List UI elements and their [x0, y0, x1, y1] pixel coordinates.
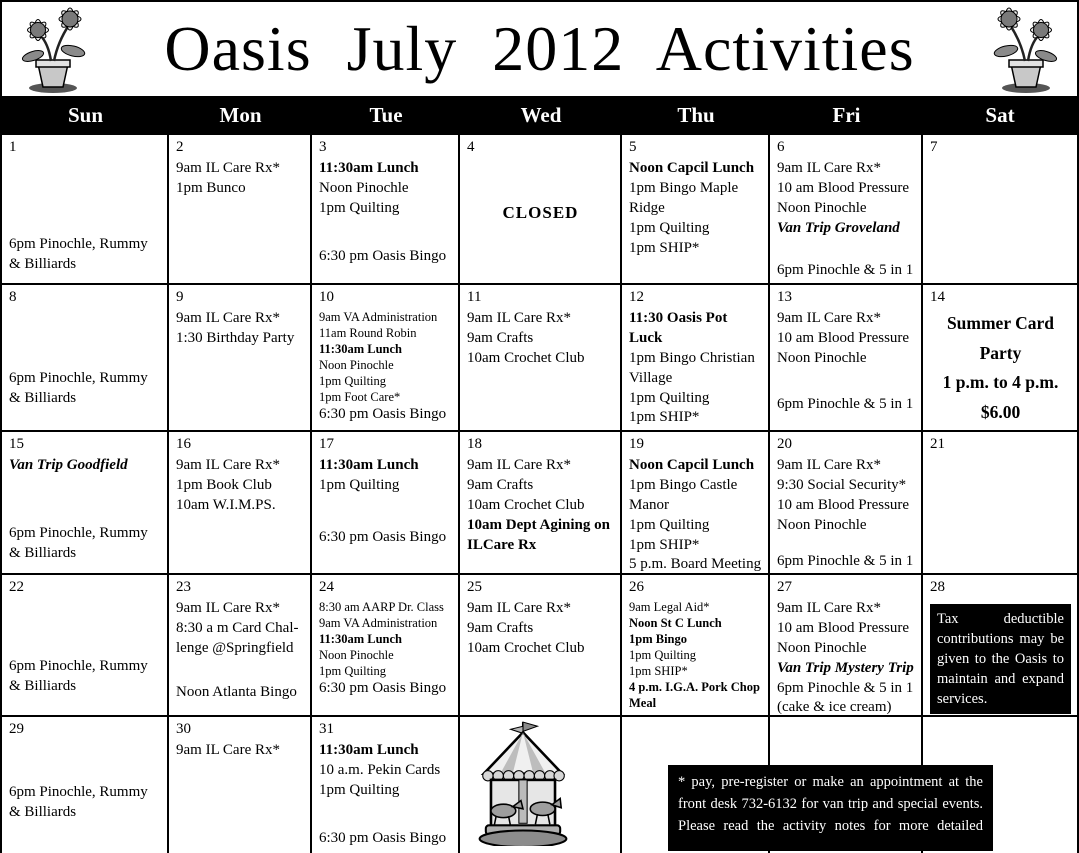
- day-cell-9: [169, 285, 312, 432]
- weekday-fri: Fri: [832, 103, 861, 127]
- event-line: 8:30 am AARP Dr. Class: [319, 599, 444, 614]
- day-cell-4: [460, 135, 622, 285]
- event-line: Van Trip Groveland: [777, 219, 900, 236]
- event-line: 1pm SHIP*: [629, 663, 688, 678]
- event-line: 9am VA Administration: [319, 309, 438, 324]
- event-line: Van Trip Goodfield: [9, 456, 128, 473]
- event-line: 9am Crafts: [467, 476, 534, 493]
- event-line: 1pm Quilting: [319, 373, 387, 388]
- day-cell-20: [770, 432, 923, 575]
- day-number: 2: [176, 139, 184, 155]
- carousel-icon: [467, 833, 579, 850]
- event-line: 11:30am Lunch: [319, 341, 403, 356]
- day-cell-3: [312, 135, 460, 285]
- day-number: 23: [176, 579, 191, 595]
- event-line: 9am IL Care Rx*: [467, 309, 571, 326]
- event-line: 9am IL Care Rx*: [777, 159, 881, 176]
- day-number: 1: [9, 139, 17, 155]
- day-cell-17: [312, 432, 460, 575]
- event-line: 11am Round Robin: [319, 325, 417, 340]
- day-cell-10: [312, 285, 460, 432]
- event-line: 6pm Pinochle, Rummy & Billiards: [9, 235, 148, 272]
- event-line: 9am IL Care Rx*: [176, 456, 280, 473]
- day-cell-27: [770, 575, 923, 717]
- day-cell-16: [169, 432, 312, 575]
- event-line: 1pm SHIP*: [629, 239, 700, 256]
- day-number: 4: [467, 139, 475, 155]
- weekday-header: [2, 96, 1077, 135]
- day-cell-29: [2, 717, 169, 853]
- day-number: 16: [176, 436, 191, 452]
- day-cell-24: [312, 575, 460, 717]
- weekday-sun: Sun: [67, 103, 104, 127]
- day-number: 31: [319, 721, 334, 737]
- day-number: 15: [9, 436, 24, 452]
- page-title: Oasis July 2012 Activities: [164, 13, 915, 84]
- day-number: 18: [467, 436, 482, 452]
- event-line: 1pm SHIP*: [629, 409, 700, 426]
- event-line: 1pm Bingo Christian Village: [629, 349, 755, 386]
- event-line: Noon Pinochle: [777, 516, 867, 533]
- day-number: 22: [9, 579, 24, 595]
- day-number: 17: [319, 436, 334, 452]
- day-cell-11: [460, 285, 622, 432]
- day-number: 11: [467, 289, 482, 305]
- event-line: 1pm Quilting: [319, 199, 400, 216]
- day-cell-8: [2, 285, 169, 432]
- event-line: 9am IL Care Rx*: [176, 159, 280, 176]
- event-line: Noon Capcil Lunch: [629, 456, 755, 473]
- day-cell-22: [2, 575, 169, 717]
- event-line: 9:30 Social Security*: [777, 476, 907, 493]
- event-line: 6pm Pinochle & 5 in 1: [777, 395, 914, 412]
- day-cell-14: [923, 285, 1077, 432]
- event-line: 1pm Quilting: [319, 663, 387, 678]
- event-line: 1pm Quilting: [319, 476, 400, 493]
- event-line: 1pm Book Club: [176, 476, 272, 493]
- event-line: (cake & ice cream): [777, 699, 892, 716]
- event-line: 1:30 Birthday Party: [176, 329, 295, 346]
- event-line: 9am Legal Aid*: [629, 599, 710, 614]
- event-line: Noon Capcil Lunch: [629, 159, 755, 176]
- day-cell-25: [460, 575, 622, 717]
- weekday-wed: Wed: [520, 103, 562, 127]
- day-number: 7: [930, 139, 938, 155]
- event-line: 10am Dept Agining on ILCare Rx: [467, 516, 610, 553]
- day-cell-empty: [460, 717, 622, 853]
- event-line: 10 am Blood Pressure: [777, 619, 910, 636]
- day-cell-19: [622, 432, 770, 575]
- event-line: Noon Pinochle: [319, 357, 394, 372]
- event-line: 1pm Bingo Castle Manor: [629, 476, 738, 513]
- event-line: Noon Pinochle: [777, 349, 867, 366]
- day-number: 21: [930, 436, 945, 452]
- event-line: 10 am Blood Pressure: [777, 329, 910, 346]
- event-line: 10 am Blood Pressure: [777, 496, 910, 513]
- event-line: 11:30am Lunch: [319, 456, 419, 473]
- event-line: 11:30am Lunch: [319, 631, 403, 646]
- event-line: 11:30 Oasis Pot Luck: [629, 309, 728, 346]
- weekday-sat: Sat: [985, 103, 1015, 127]
- day-cell-31: [312, 717, 460, 853]
- event-line: 9am IL Care Rx*: [176, 741, 280, 758]
- event-line: 10 am Blood Pressure: [777, 179, 910, 196]
- day-number: 20: [777, 436, 792, 452]
- event-line: Summer Card Party: [946, 312, 1055, 363]
- event-line: 9am IL Care Rx*: [176, 309, 280, 326]
- day-number: 25: [467, 579, 482, 595]
- event-line: 4 p.m. I.G.A. Pork Chop Meal: [629, 679, 760, 710]
- title-bar: [2, 2, 1077, 96]
- event-line: 1pm Quilting: [629, 647, 697, 662]
- event-line: 11:30am Lunch: [319, 159, 419, 176]
- event-line: 6pm Pinochle & 5 in 1: [777, 679, 914, 696]
- day-number: 6: [777, 139, 785, 155]
- day-cell-15: [2, 432, 169, 575]
- day-number: 28: [930, 579, 945, 595]
- calendar-grid: [2, 135, 1077, 853]
- event-line: 1pm Quilting: [629, 516, 710, 533]
- day-number: 26: [629, 579, 644, 595]
- day-cell-26: [622, 575, 770, 717]
- event-line: Noon Pinochle: [319, 179, 409, 196]
- day-number: 29: [9, 721, 24, 737]
- footer-note: * pay, pre-register or make an appointment at the front desk 732-6132 for van trip and special events. Please read the activity notes for more detailed: [668, 765, 993, 851]
- event-line: 9am IL Care Rx*: [467, 599, 571, 616]
- event-line: 9am IL Care Rx*: [777, 599, 881, 616]
- event-line: 1pm Quilting: [629, 219, 710, 236]
- day-cell-23: [169, 575, 312, 717]
- day-number: 13: [777, 289, 792, 305]
- day-cell-18: [460, 432, 622, 575]
- event-line: 9am Crafts: [467, 619, 534, 636]
- event-line: 1pm Foot Care*: [319, 389, 401, 404]
- event-line: 6pm Pinochle & 5 in 1: [777, 552, 914, 569]
- day-cell-7: [923, 135, 1077, 285]
- event-line: Noon St C Lunch: [629, 615, 722, 630]
- day-number: 8: [9, 289, 17, 305]
- weekday-tue: Tue: [369, 103, 403, 127]
- event-line: 1pm Bingo: [629, 631, 688, 646]
- event-line: 9am IL Care Rx*: [176, 599, 280, 616]
- event-line: 9am IL Care Rx*: [777, 456, 881, 473]
- sunflower-icon-left: [6, 4, 98, 94]
- tax-note: Tax deductible contributions may be given to the Oasis to maintain and expand services.: [930, 604, 1071, 714]
- event-line: 6pm Pinochle, Rummy & Billiards: [9, 524, 148, 561]
- event-line: 1pm Bunco: [176, 179, 246, 196]
- day-number: 3: [319, 139, 327, 155]
- day-cell-21: [923, 432, 1077, 575]
- event-line: 9am Crafts: [467, 329, 534, 346]
- event-line: 11:30am Lunch: [319, 741, 419, 758]
- day-number: 27: [777, 579, 792, 595]
- day-cell-30: [169, 717, 312, 853]
- event-line: 5 p.m. Board Meeting: [629, 556, 762, 573]
- day-cell-1: [2, 135, 169, 285]
- event-line: 1pm Bingo Maple Ridge: [629, 179, 739, 216]
- day-cell-2: [169, 135, 312, 285]
- event-line: $6.00: [980, 402, 1021, 422]
- day-number: 30: [176, 721, 191, 737]
- event-line: 1pm Quilting: [629, 389, 710, 406]
- day-cell-5: [622, 135, 770, 285]
- event-line: 10am Crochet Club: [467, 496, 585, 513]
- event-line: 10am W.I.M.PS.: [176, 496, 276, 513]
- event-line: 8:30 a m Card Chal-: [176, 619, 299, 636]
- event-line: Van Trip Mystery Trip: [777, 659, 914, 676]
- day-number: 10: [319, 289, 334, 305]
- event-line: 10 a.m. Pekin Cards: [319, 761, 441, 778]
- event-line: 6pm Pinochle, Rummy & Billiards: [9, 783, 148, 820]
- sunflower-icon-right: [981, 4, 1073, 94]
- event-line: 9am VA Administration: [319, 615, 438, 630]
- event-line: Noon Atlanta Bingo: [176, 683, 297, 700]
- day-number: 24: [319, 579, 334, 595]
- event-line: Noon Pinochle: [319, 647, 394, 662]
- day-cell-6: [770, 135, 923, 285]
- event-line: 6:30 pm Oasis Bingo: [319, 528, 447, 545]
- day-number: 9: [176, 289, 184, 305]
- event-line: 10am Crochet Club: [467, 349, 585, 366]
- event-line: 6pm Pinochle, Rummy & Billiards: [9, 657, 148, 694]
- event-line: 6:30 pm Oasis Bingo: [319, 679, 447, 696]
- event-line: Noon Pinochle: [777, 199, 867, 216]
- day-cell-28: [923, 575, 1077, 717]
- event-line: Noon Pinochle: [777, 639, 867, 656]
- event-line: 6pm Pinochle, Rummy & Billiards: [9, 369, 148, 406]
- event-line: lenge @Springfield: [176, 639, 294, 656]
- event-line: 10am Crochet Club: [467, 639, 585, 656]
- event-line: 9am IL Care Rx*: [467, 456, 571, 473]
- event-line: 9am IL Care Rx*: [777, 309, 881, 326]
- event-line: 1pm SHIP*: [629, 536, 700, 553]
- day-number: 14: [930, 289, 945, 305]
- day-number: 19: [629, 436, 644, 452]
- day-number: 5: [629, 139, 637, 155]
- weekday-mon: Mon: [219, 103, 262, 127]
- event-line: 1pm Quilting: [319, 781, 400, 798]
- event-line: 6:30 pm Oasis Bingo: [319, 247, 447, 264]
- event-line: 1 p.m. to 4 p.m.: [942, 372, 1059, 393]
- event-line: 6:30 pm Oasis Bingo: [319, 829, 447, 846]
- event-line: 6pm Pinochle & 5 in 1: [777, 261, 914, 278]
- day-cell-13: [770, 285, 923, 432]
- event-line: 6:30 pm Oasis Bingo: [319, 405, 447, 422]
- day-number: 12: [629, 289, 644, 305]
- day-cell-12: [622, 285, 770, 432]
- weekday-thu: Thu: [677, 103, 715, 127]
- closed-label: CLOSED: [502, 202, 579, 222]
